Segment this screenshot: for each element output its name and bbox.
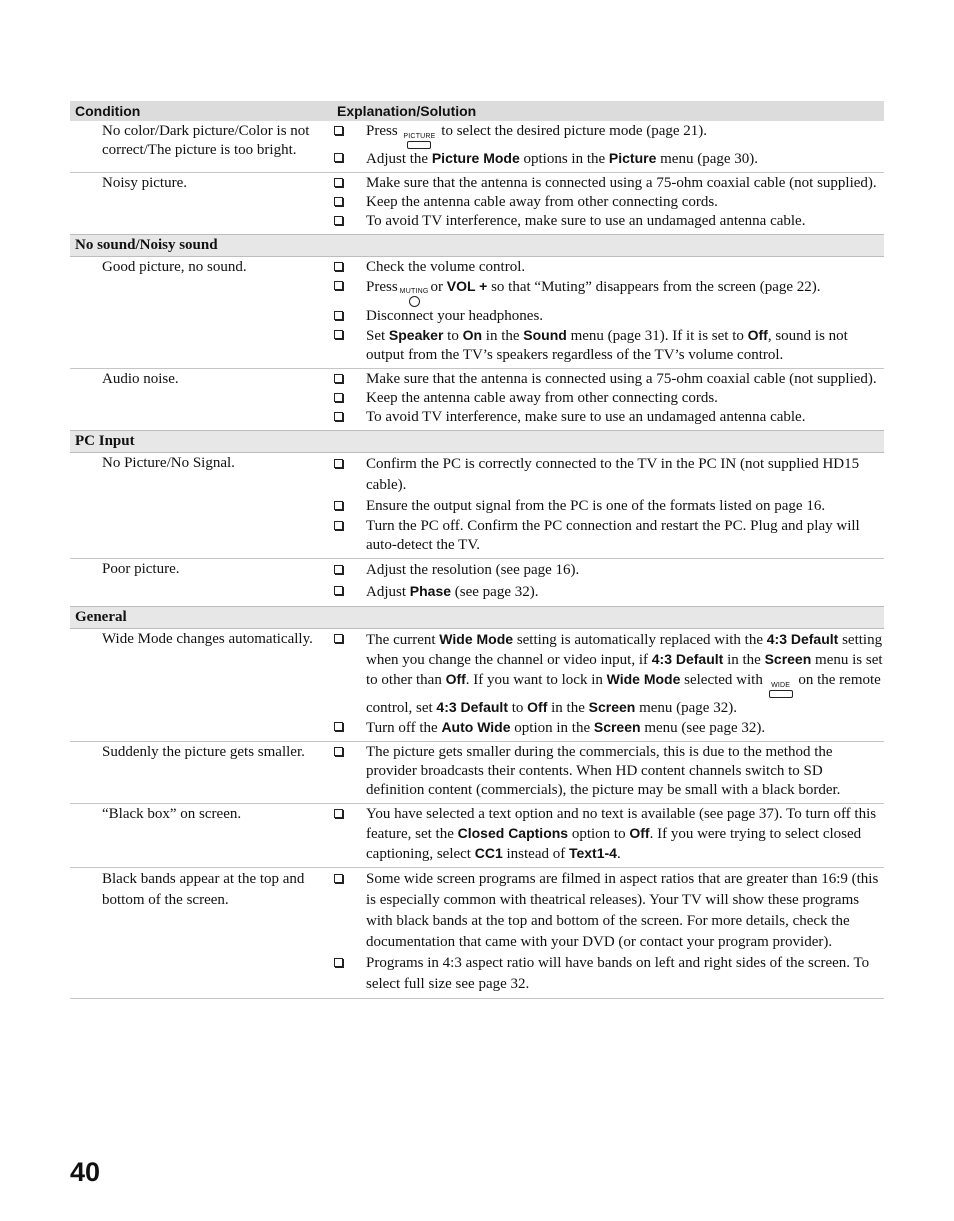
solution-item: Some wide screen programs are filmed in aspect ratios that are greater than 16:9 (this is especially common with theatrical releases). Your TV will show these programs with black bands at the top and bottom of the screen. For more details, check the documentation that came with your DVD (or contact your program provider). bbox=[332, 869, 884, 953]
checkbox-bullet-icon bbox=[334, 747, 343, 756]
solution-item: Confirm the PC is correctly connected to the TV in the PC IN (not supplied HD15 cable). bbox=[332, 454, 884, 496]
solution-item: Check the volume control. bbox=[332, 258, 884, 277]
table-row bbox=[70, 868, 884, 999]
checkbox-bullet-icon bbox=[334, 311, 343, 320]
solution-list bbox=[332, 560, 884, 603]
solution-list bbox=[332, 454, 884, 555]
muting-button-icon: MUTING bbox=[400, 288, 429, 307]
solution-item: Turn off the Auto Wide option in the Screen menu (see page 32). bbox=[332, 718, 884, 738]
solution-cell bbox=[332, 173, 884, 235]
solution-cell bbox=[332, 453, 884, 559]
checkbox-bullet-icon bbox=[334, 722, 343, 731]
solution-item: To avoid TV interference, make sure to use an undamaged antenna cable. bbox=[332, 212, 884, 231]
checkbox-bullet-icon bbox=[334, 809, 343, 818]
header-condition: Condition bbox=[70, 101, 332, 121]
solution-cell bbox=[332, 742, 884, 804]
checkbox-bullet-icon bbox=[334, 393, 343, 402]
checkbox-bullet-icon bbox=[334, 178, 343, 187]
table-row bbox=[70, 121, 884, 173]
solution-list bbox=[332, 630, 884, 738]
checkbox-bullet-icon bbox=[334, 634, 343, 643]
condition-cell: Suddenly the picture gets smaller. bbox=[70, 742, 332, 804]
solution-item: Press PICTURE to select the desired picture mode (page 21). bbox=[332, 122, 884, 149]
solution-item: Keep the antenna cable away from other connecting cords. bbox=[332, 389, 884, 408]
solution-item: You have selected a text option and no text is available (see page 37). To turn off this feature, set the Closed Captions option to Off. If you were trying to select closed captioning, select CC1 instead of Text1-4. bbox=[332, 805, 884, 864]
condition-cell: Audio noise. bbox=[102, 371, 179, 387]
solution-cell bbox=[332, 369, 884, 431]
checkbox-bullet-icon bbox=[334, 374, 343, 383]
wide-button-icon: WIDE bbox=[769, 682, 793, 698]
solution-cell bbox=[332, 629, 884, 742]
condition-cell: Good picture, no sound. bbox=[70, 257, 332, 369]
section-title: PC Input bbox=[70, 431, 884, 453]
checkbox-bullet-icon bbox=[334, 197, 343, 206]
condition-cell: “Black box” on screen. bbox=[70, 804, 332, 868]
troubleshooting-table bbox=[70, 101, 884, 999]
solution-item: Make sure that the antenna is connected using a 75-ohm coaxial cable (not supplied). bbox=[332, 174, 884, 193]
checkbox-bullet-icon bbox=[334, 459, 343, 468]
picture-button-icon: PICTURE bbox=[403, 133, 435, 149]
checkbox-bullet-icon bbox=[334, 565, 343, 574]
solution-cell bbox=[332, 257, 884, 369]
table-row bbox=[70, 369, 884, 431]
solution-item: The current Wide Mode setting is automatically replaced with the 4:3 Default setting when you change the channel or video input, if 4:3 Default in the Screen menu is set to other than Off. If you want to lock in Wide Mode selected with WIDE on the remote control, set 4:3 Default to Off in the Screen menu (page 32). bbox=[332, 630, 884, 718]
checkbox-bullet-icon bbox=[334, 262, 343, 271]
condition-cell: Poor picture. bbox=[102, 561, 180, 577]
solution-cell bbox=[332, 121, 884, 173]
solution-item: Adjust the Picture Mode options in the Picture menu (page 30). bbox=[332, 149, 884, 169]
solution-item: To avoid TV interference, make sure to use an undamaged antenna cable. bbox=[332, 408, 884, 427]
checkbox-bullet-icon bbox=[334, 521, 343, 530]
solution-list bbox=[332, 805, 884, 864]
solution-item: Set Speaker to On in the Sound menu (page 31). If it is set to Off, sound is not output from the TV’s speakers regardless of the TV’s volume control. bbox=[332, 326, 884, 365]
checkbox-bullet-icon bbox=[334, 501, 343, 510]
section-heading bbox=[70, 607, 884, 629]
solution-cell bbox=[332, 559, 884, 607]
solution-item: Adjust Phase (see page 32). bbox=[332, 581, 884, 603]
solution-item: Press MUTING or VOL + so that “Muting” disappears from the screen (page 22). bbox=[332, 277, 884, 307]
checkbox-bullet-icon bbox=[334, 330, 343, 339]
solution-cell bbox=[332, 804, 884, 868]
solution-list bbox=[332, 869, 884, 995]
solution-cell bbox=[332, 868, 884, 999]
page-number: 40 bbox=[70, 1157, 101, 1187]
section-heading bbox=[70, 235, 884, 257]
checkbox-bullet-icon bbox=[334, 216, 343, 225]
solution-item: Disconnect your headphones. bbox=[332, 307, 884, 326]
solution-item: Make sure that the antenna is connected using a 75-ohm coaxial cable (not supplied). bbox=[332, 370, 884, 389]
solution-item: The picture gets smaller during the commercials, this is due to the method the provider broadcasts their contents. When HD content channels switch to SD definition content (commercials), the picture may be small with a black border. bbox=[332, 743, 884, 800]
solution-item: Keep the antenna cable away from other connecting cords. bbox=[332, 193, 884, 212]
condition-cell: Black bands appear at the top and bottom of the screen. bbox=[70, 868, 332, 999]
solution-item: Programs in 4:3 aspect ratio will have bands on left and right sides of the screen. To select full size see page 32. bbox=[332, 953, 884, 995]
condition-cell: No color/Dark picture/Color is not correct/The picture is too bright. bbox=[70, 121, 332, 173]
solution-item: Turn the PC off. Confirm the PC connection and restart the PC. Plug and play will auto-detect the TV. bbox=[332, 517, 884, 555]
solution-list bbox=[332, 370, 884, 427]
table-header bbox=[70, 101, 884, 121]
table-row bbox=[70, 629, 884, 742]
section-heading bbox=[70, 431, 884, 453]
checkbox-bullet-icon bbox=[334, 958, 343, 967]
checkbox-bullet-icon bbox=[334, 586, 343, 595]
table-row bbox=[70, 804, 884, 868]
checkbox-bullet-icon bbox=[334, 281, 343, 290]
header-explanation: Explanation/Solution bbox=[332, 101, 884, 121]
table-row bbox=[70, 453, 884, 559]
solution-list bbox=[332, 174, 884, 231]
checkbox-bullet-icon bbox=[334, 874, 343, 883]
section-title: General bbox=[70, 607, 884, 629]
solution-item: Ensure the output signal from the PC is one of the formats listed on page 16. bbox=[332, 496, 884, 517]
checkbox-bullet-icon bbox=[334, 412, 343, 421]
checkbox-bullet-icon bbox=[334, 126, 343, 135]
table-row bbox=[70, 742, 884, 804]
condition-cell: No Picture/No Signal. bbox=[70, 453, 332, 559]
table-row bbox=[70, 257, 884, 369]
condition-cell: Wide Mode changes automatically. bbox=[70, 629, 332, 742]
checkbox-bullet-icon bbox=[334, 153, 343, 162]
solution-list bbox=[332, 258, 884, 365]
section-title: No sound/Noisy sound bbox=[70, 235, 884, 257]
condition-cell: Noisy picture. bbox=[102, 175, 187, 191]
solution-list bbox=[332, 122, 884, 169]
solution-item: Adjust the resolution (see page 16). bbox=[332, 560, 884, 581]
table-row bbox=[70, 173, 884, 235]
solution-list bbox=[332, 743, 884, 800]
table-row bbox=[70, 559, 884, 607]
